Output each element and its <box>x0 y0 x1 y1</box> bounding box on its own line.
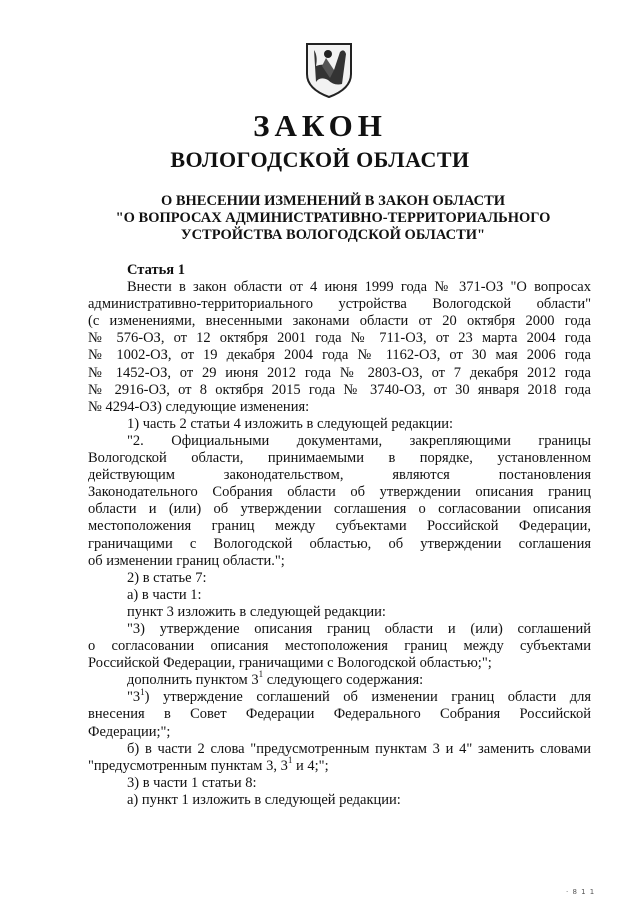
law-subtitle <box>100 193 566 244</box>
text-line: действующим законодательством, являются постановления <box>88 467 591 484</box>
text-line: административно-территориального устройства Вологодской области" <box>88 296 591 313</box>
text-line: б) в части 2 слова "предусмотренным пунктам 3 и 4" заменить словами <box>127 740 591 757</box>
text-line: 2) в статье 7: <box>127 569 207 586</box>
text-line: области и (или) об утверждении соглашения о согласовании описания <box>88 501 591 518</box>
subtitle-line: О ВНЕСЕНИИ ИЗМЕНЕНИЙ В ЗАКОН ОБЛАСТИ <box>160 193 506 209</box>
text-line: "3) утверждение описания границ области и (или) соглашений <box>127 620 591 637</box>
text-fragment: "3 <box>127 689 141 706</box>
text-line: Внести в закон области от 4 июня 1999 года № 371-ОЗ "О вопросах <box>127 279 591 296</box>
text-line <box>88 754 591 775</box>
superscript: 1 <box>258 669 264 680</box>
document-body <box>88 262 591 809</box>
text-line: № 576-ОЗ, от 12 октября 2001 года № 711-ОЗ, от 23 марта 2004 года <box>88 330 591 347</box>
text-line: № 4294-ОЗ) следующие изменения: <box>88 398 310 415</box>
text-line: Российской Федерации, граничащими с Вологодской областью;"; <box>88 655 492 672</box>
text-line: а) в части 1: <box>127 586 202 603</box>
text-line: внесения в Совет Федерации Федерального Собрания Российской <box>88 706 591 723</box>
vologda-coat-of-arms-icon <box>304 40 354 98</box>
text-line: Федерации;"; <box>88 723 171 740</box>
subtitle-line: "О ВОПРОСАХ АДМИНИСТРАТИВНО-ТЕРРИТОРИАЛЬНОГО <box>115 210 551 226</box>
text-fragment: и 4;"; <box>292 757 329 774</box>
text-line: а) пункт 1 изложить в следующей редакции: <box>127 791 401 808</box>
text-line: о согласовании описания местоположения границ между субъектами <box>88 638 591 655</box>
text-line: Законодательного Собрания области об утверждении описания границ <box>88 484 591 501</box>
text-line: пункт 3 изложить в следующей редакции: <box>127 603 386 620</box>
superscript: 1 <box>287 754 293 765</box>
text-line: местоположения границ между субъектами Российской Федерации, <box>88 518 591 535</box>
text-fragment: "предусмотренным пунктам 3, 3 <box>88 757 288 774</box>
superscript: 1 <box>140 686 145 697</box>
law-title: ЗАКОН <box>253 108 387 143</box>
text-line: 1) часть 2 статьи 4 изложить в следующей редакции: <box>127 415 453 432</box>
text-fragment: ) утверждение соглашений об изменении границ области для <box>144 689 591 706</box>
page-marker: · 8 1 1 <box>566 888 596 896</box>
text-line <box>88 686 591 706</box>
text-line: 3) в части 1 статьи 8: <box>127 774 257 791</box>
text-line: № 2916-ОЗ, от 8 октября 2015 года № 3740-ОЗ, от 30 января 2018 года <box>88 381 591 398</box>
text-line: (с изменениями, внесенными законами области от 20 октября 2000 года <box>88 313 591 330</box>
text-line: № 1002-ОЗ, от 19 декабря 2004 года № 1162-ОЗ, от 30 мая 2006 года <box>88 347 591 364</box>
text-line: № 1452-ОЗ, от 29 июня 2012 года № 2803-ОЗ, от 7 декабря 2012 года <box>88 364 591 381</box>
text-line: Вологодской области, принимаемыми в порядке, установленном <box>88 450 591 467</box>
text-fragment: следующего содержания: <box>263 672 424 689</box>
text-line <box>88 669 591 689</box>
subtitle-line: УСТРОЙСТВА ВОЛОГОДСКОЙ ОБЛАСТИ" <box>180 227 486 243</box>
text-line: граничащими с Вологодской областью, об утверждении соглашения <box>88 535 591 552</box>
text-line: "2. Официальными документами, закрепляющими границы <box>127 432 591 449</box>
region-title: ВОЛОГОДСКОЙ ОБЛАСТИ <box>170 147 470 172</box>
text-fragment: дополнить пунктом 3 <box>127 672 259 689</box>
text-line: об изменении границ области."; <box>88 552 285 569</box>
article-heading: Статья 1 <box>127 262 185 278</box>
